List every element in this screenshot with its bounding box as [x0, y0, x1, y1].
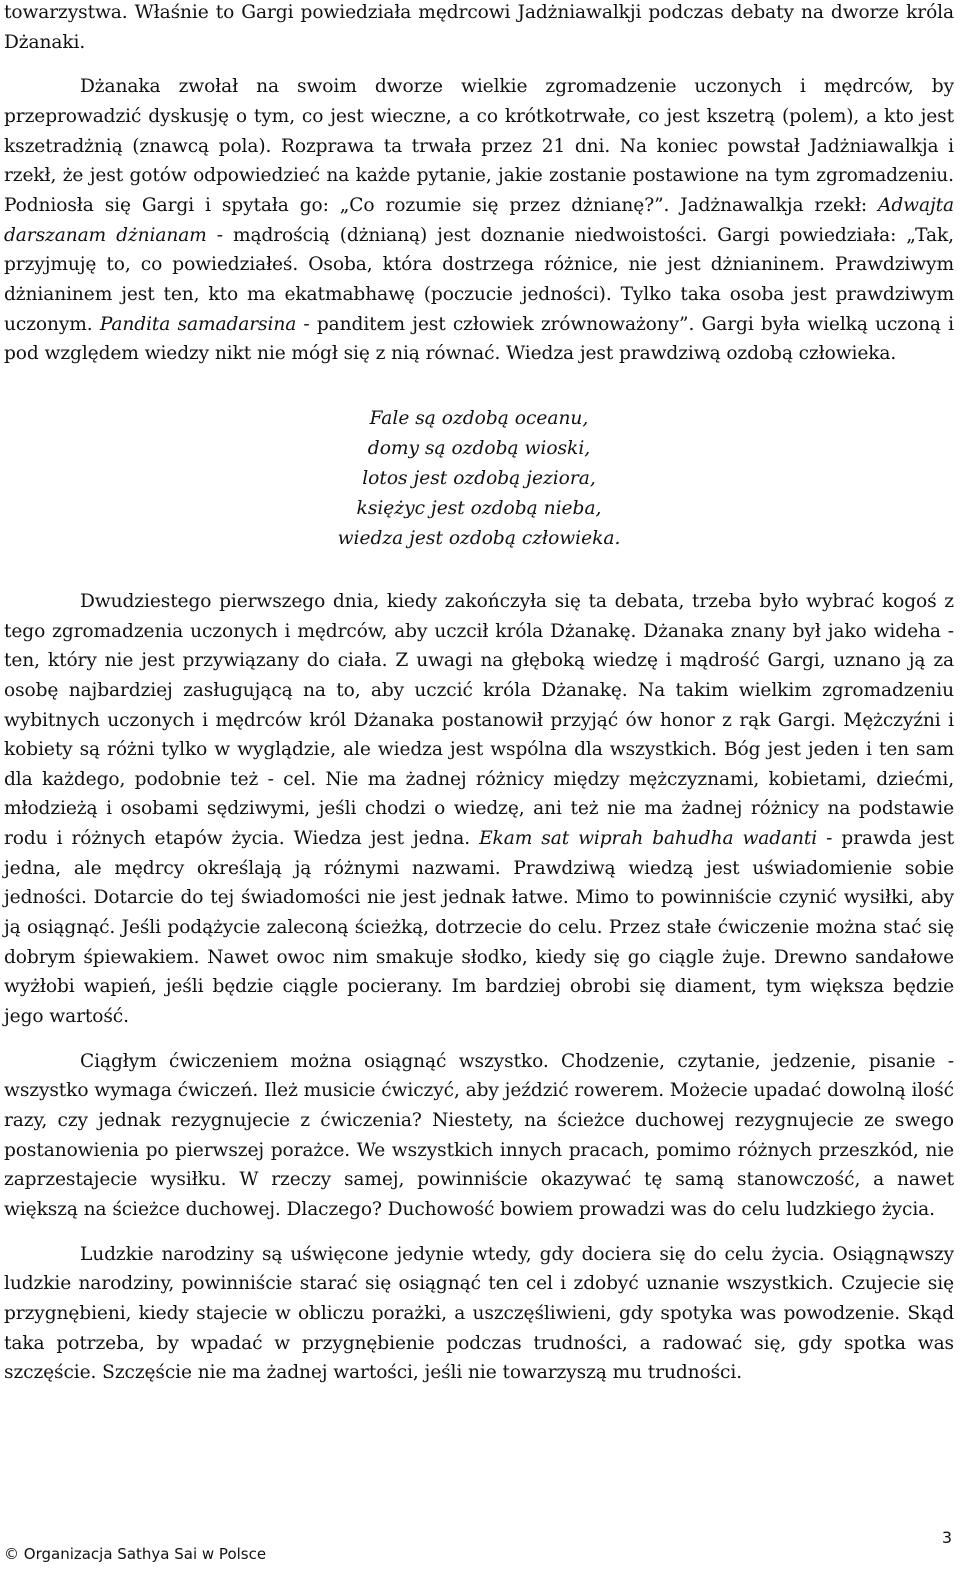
poem-block	[4, 404, 954, 554]
paragraph-2-text-c: - panditem jest człowiek zrównoważony”. Gargi była wielką uczoną i pod względem wiedzy nikt nie mógł się z nią równać. Wiedza jest prawdziwą ozdobą człowieka.	[4, 313, 954, 365]
poem-line: lotos jest ozdobą jeziora,	[362, 467, 596, 489]
paragraph-4	[4, 1047, 954, 1225]
paragraph-4-text: Ciągłym ćwiczeniem można osiągnąć wszystko. Chodzenie, czytanie, jedzenie, pisanie - wszystko wymaga ćwiczeń. Ileż musicie ćwiczyć, aby jeździć rowerem. Możecie upadać dowolną ilość razy, czy jednak rezygnujecie z ćwiczenia? Niestety, na ścieżce duchowej rezygnujecie ze swego postanowienia po pierwszej porażce. We wszystkich innych pracach, pomimo różnych przeszkód, nie zaprzestajecie wysiłku. W rzeczy samej, powinniście okazywać tę samą stanowczość, a nawet większą na ścieżce duchowej. Dlaczego? Duchowość bowiem prowadzi was do celu ludzkiego życia.	[4, 1050, 954, 1220]
paragraph-gap	[4, 57, 954, 72]
paragraph-2-text-a: Dżanaka zwołał na swoim dworze wielkie zgromadzenie uczonych i mędrców, by przeprowadzić dyskusję o tym, co jest wieczne, a co krótkotrwałe, co jest kszetrą (polem), a kto jest kszetradżnią (znawcą pola). Rozprawa ta trwała przez 21 dni. Na koniec powstał Jadżniawalkja i rzekł, że jest gotów odpowiedzieć na każde pytanie, jakie zostanie postawione na tym zgromadzeniu. Podniosła się Gargi i spytała go: „Co rozumie się przez dżnianę?”. Jadżnawalkja rzekł:	[4, 76, 954, 216]
paragraph-3	[4, 587, 954, 1032]
poem-line: domy są ozdobą wioski,	[367, 437, 591, 459]
page-number: 3	[941, 1528, 952, 1547]
footer-organization: © Organizacja Sathya Sai w Polsce	[4, 1545, 267, 1563]
paragraph-3-italic-1: Ekam sat wiprah bahudha wadanti	[479, 828, 818, 850]
paragraph-1	[4, 0, 954, 57]
document-page	[4, 0, 954, 1388]
paragraph-2-italic-2: Pandita samadarsina	[99, 313, 297, 335]
poem-line: wiedza jest ozdobą człowieka.	[337, 527, 621, 549]
paragraph-3-text-a: Dwudziestego pierwszego dnia, kiedy zakończyła się ta debata, trzeba było wybrać kogoś z tego zgromadzenia uczonych i mędrców, aby uczcił króla Dżanakę. Dżanaka znany był jako wideha - ten, który nie jest przywiązany do ciała. Z uwagi na głęboką wiedzę i mądrość Gargi, uznano ją za osobę najbardziej zasługującą na to, aby uczcić króla Dżanakę. Na takim wielkim zgromadzeniu wybitnych uczonych i mędrców król Dżanaka postanowił przyjąć ów honor z rąk Gargi. Mężczyźni i kobiety są różni tylko w wyglądzie, ale wiedza jest wspólna dla wszystkich. Bóg jest jeden i ten sam dla każdego, podobnie też - cel. Nie ma żadnej różnicy między mężczyznami, kobietami, dziećmi, młodzieżą i osobami sędziwymi, jeśli chodzi o wiedzę, ani też nie ma żadnej różnicy na podstawie rodu i różnych etapów życia. Wiedza jest jedna.	[4, 590, 954, 850]
paragraph-1-text: towarzystwa. Właśnie to Gargi powiedziała mędrcowi Jadżniawalkji podczas debaty na dworze króla Dżanaki.	[4, 2, 954, 53]
poem-line: Fale są ozdobą oceanu,	[369, 407, 589, 429]
paragraph-gap	[4, 1225, 954, 1240]
paragraph-2	[4, 72, 954, 369]
paragraph-gap	[4, 1032, 954, 1047]
paragraph-5-text: Ludzkie narodziny są uświęcone jedynie wtedy, gdy dociera się do celu życia. Osiągnąwszy ludzkie narodziny, powinniście starać się osiągnąć ten cel i zdobyć uznanie wszystkich. Czujecie się przygnębieni, kiedy stajecie w obliczu porażki, a uszczęśliwieni, gdy spotyka was powodzenie. Skąd taka potrzeba, by wpadać w przygnębienie podczas trudności, a radować się, gdy spotka was szczęście. Szczęście nie ma żadnej wartości, jeśli nie towarzyszą mu trudności.	[4, 1243, 954, 1384]
paragraph-2-text-b: - mądrością (dżnianą) jest doznanie niedwoistości. Gargi powiedziała: „Tak, przyjmuję to, co powiedziałeś. Osoba, która dostrzega różnice, nie jest dżnianinem. Prawdziwym dżnianinem jest ten, kto ma ekatmabhawę (poczucie jedności). Tylko taka osoba jest prawdziwym uczonym.	[4, 224, 954, 335]
paragraph-3-text-b: - prawda jest jedna, ale mędrcy określają ją różnymi nazwami. Prawdziwą wiedzą jest uświadomienie sobie jedności. Dotarcie do tej świadomości nie jest jednak łatwe. Mimo to powinniście czynić wysiłki, aby ją osiągnąć. Jeśli podążycie zaleconą ścieżką, dotrzecie do celu. Przez stałe ćwiczenie można stać się dobrym śpiewakiem. Nawet owoc nim smakuje słodko, kiedy się go ciągle żuje. Drewno sandałowe wyżłobi wapień, jeśli będzie ciągle pocierany. Im bardziej obrobi się diament, tym większa będzie jego wartość.	[4, 828, 954, 1028]
paragraph-5	[4, 1240, 954, 1388]
paragraph-2-italic-1: Adwajta darszanam dżnianam	[4, 194, 954, 246]
poem-line: księżyc jest ozdobą nieba,	[356, 497, 602, 519]
